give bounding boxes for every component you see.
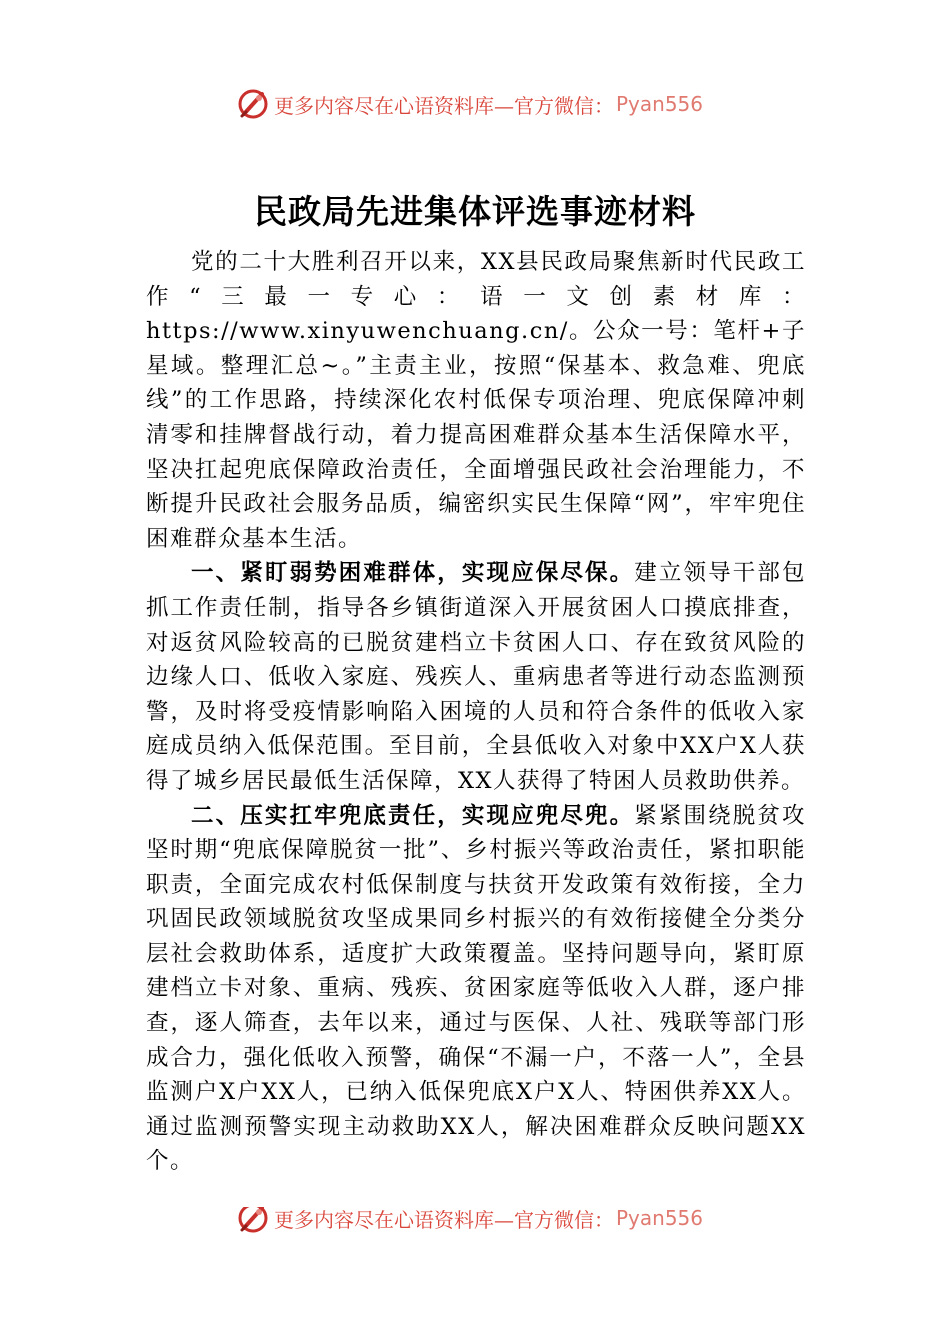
- intro-paragraph: 党的二十大胜利召开以来，XX县民政局聚焦新时代民政工作“三最一专心：语一文创素材库：https://www.xinyuwenchuang.cn/。公众一号：笔杆+子星域。整理汇总~。”主责主业，按照“保基本、救急难、兜底线”的工作思路，持续深化农村低保专项治理、兜底保障冲刺清零和挂牌督战行动，着力提高困难群众基本生活保障水平，坚决扛起兜底保障政治责任，全面增强民政社会治理能力，不断提升民政社会服务品质，编密织实民生保障“网”，牢牢兜住困难群众基本生活。: [146, 249, 806, 552]
- section-text-2: 紧紧围绕脱贫攻坚时期“兜底保障脱贫一批”、乡村振兴等政治责任，紧扣职能职责，全面完成农村低保制度与扶贫开发政策有效衔接，全力巩固民政领域脱贫攻坚成果同乡村振兴的有效衔接健全分类分层社会救助体系，适度扩大政策覆盖。坚持问题导向，紧盯原建档立卡对象、重病、残疾、贫困家庭等低收入人群，逐户排查，逐人筛查，去年以来，通过与医保、人社、残联等部门形成合力，强化低收入预警，确保“不漏一户，不落一人”，全县监测户X户XX人，已纳入低保兜底X户X人、特困供养XX人。通过监测预警实现主动救助XX人，解决困难群众反映问题XX个。: [146, 802, 806, 1175]
- watermark-text: 更多内容尽在心语资料库—官方微信：: [274, 1207, 614, 1232]
- pen-logo-icon: [236, 1207, 270, 1235]
- document-title: 民政局先进集体评选事迹材料: [254, 192, 696, 231]
- section-text-1: 建立领导干部包抓工作责任制，指导各乡镇街道深入开展贫困人口摸底排查，对返贫风险较高的已脱贫建档立卡贫困人口、存在致贫风险的边缘人口、低收入家庭、残疾人、重病患者等进行动态监测预警，及时将受疫情影响陷入困境的人员和符合条件的低收入家庭成员纳入低保范围。至目前，全县低收入对象中XX户X人获得了城乡居民最低生活保障，XX人获得了特困人员救助供养。: [146, 560, 806, 794]
- section-heading-1: 一、紧盯弱势困难群体，实现应保尽保。: [191, 560, 635, 587]
- section-heading-2: 二、压实扛牢兜底责任，实现应兜尽兜。: [191, 802, 635, 829]
- section-paragraph-2: [146, 799, 806, 1180]
- footer-watermark: [236, 1207, 703, 1237]
- header-watermark: [236, 86, 703, 122]
- watermark-wechat-id: Pyan556: [616, 92, 704, 116]
- pen-logo-icon: [236, 87, 270, 121]
- watermark-text: 更多内容尽在心语资料库—官方微信：: [274, 93, 614, 118]
- document-body: [146, 245, 806, 1179]
- section-paragraph-1: [146, 556, 806, 798]
- watermark-wechat-id: Pyan556: [616, 1207, 704, 1230]
